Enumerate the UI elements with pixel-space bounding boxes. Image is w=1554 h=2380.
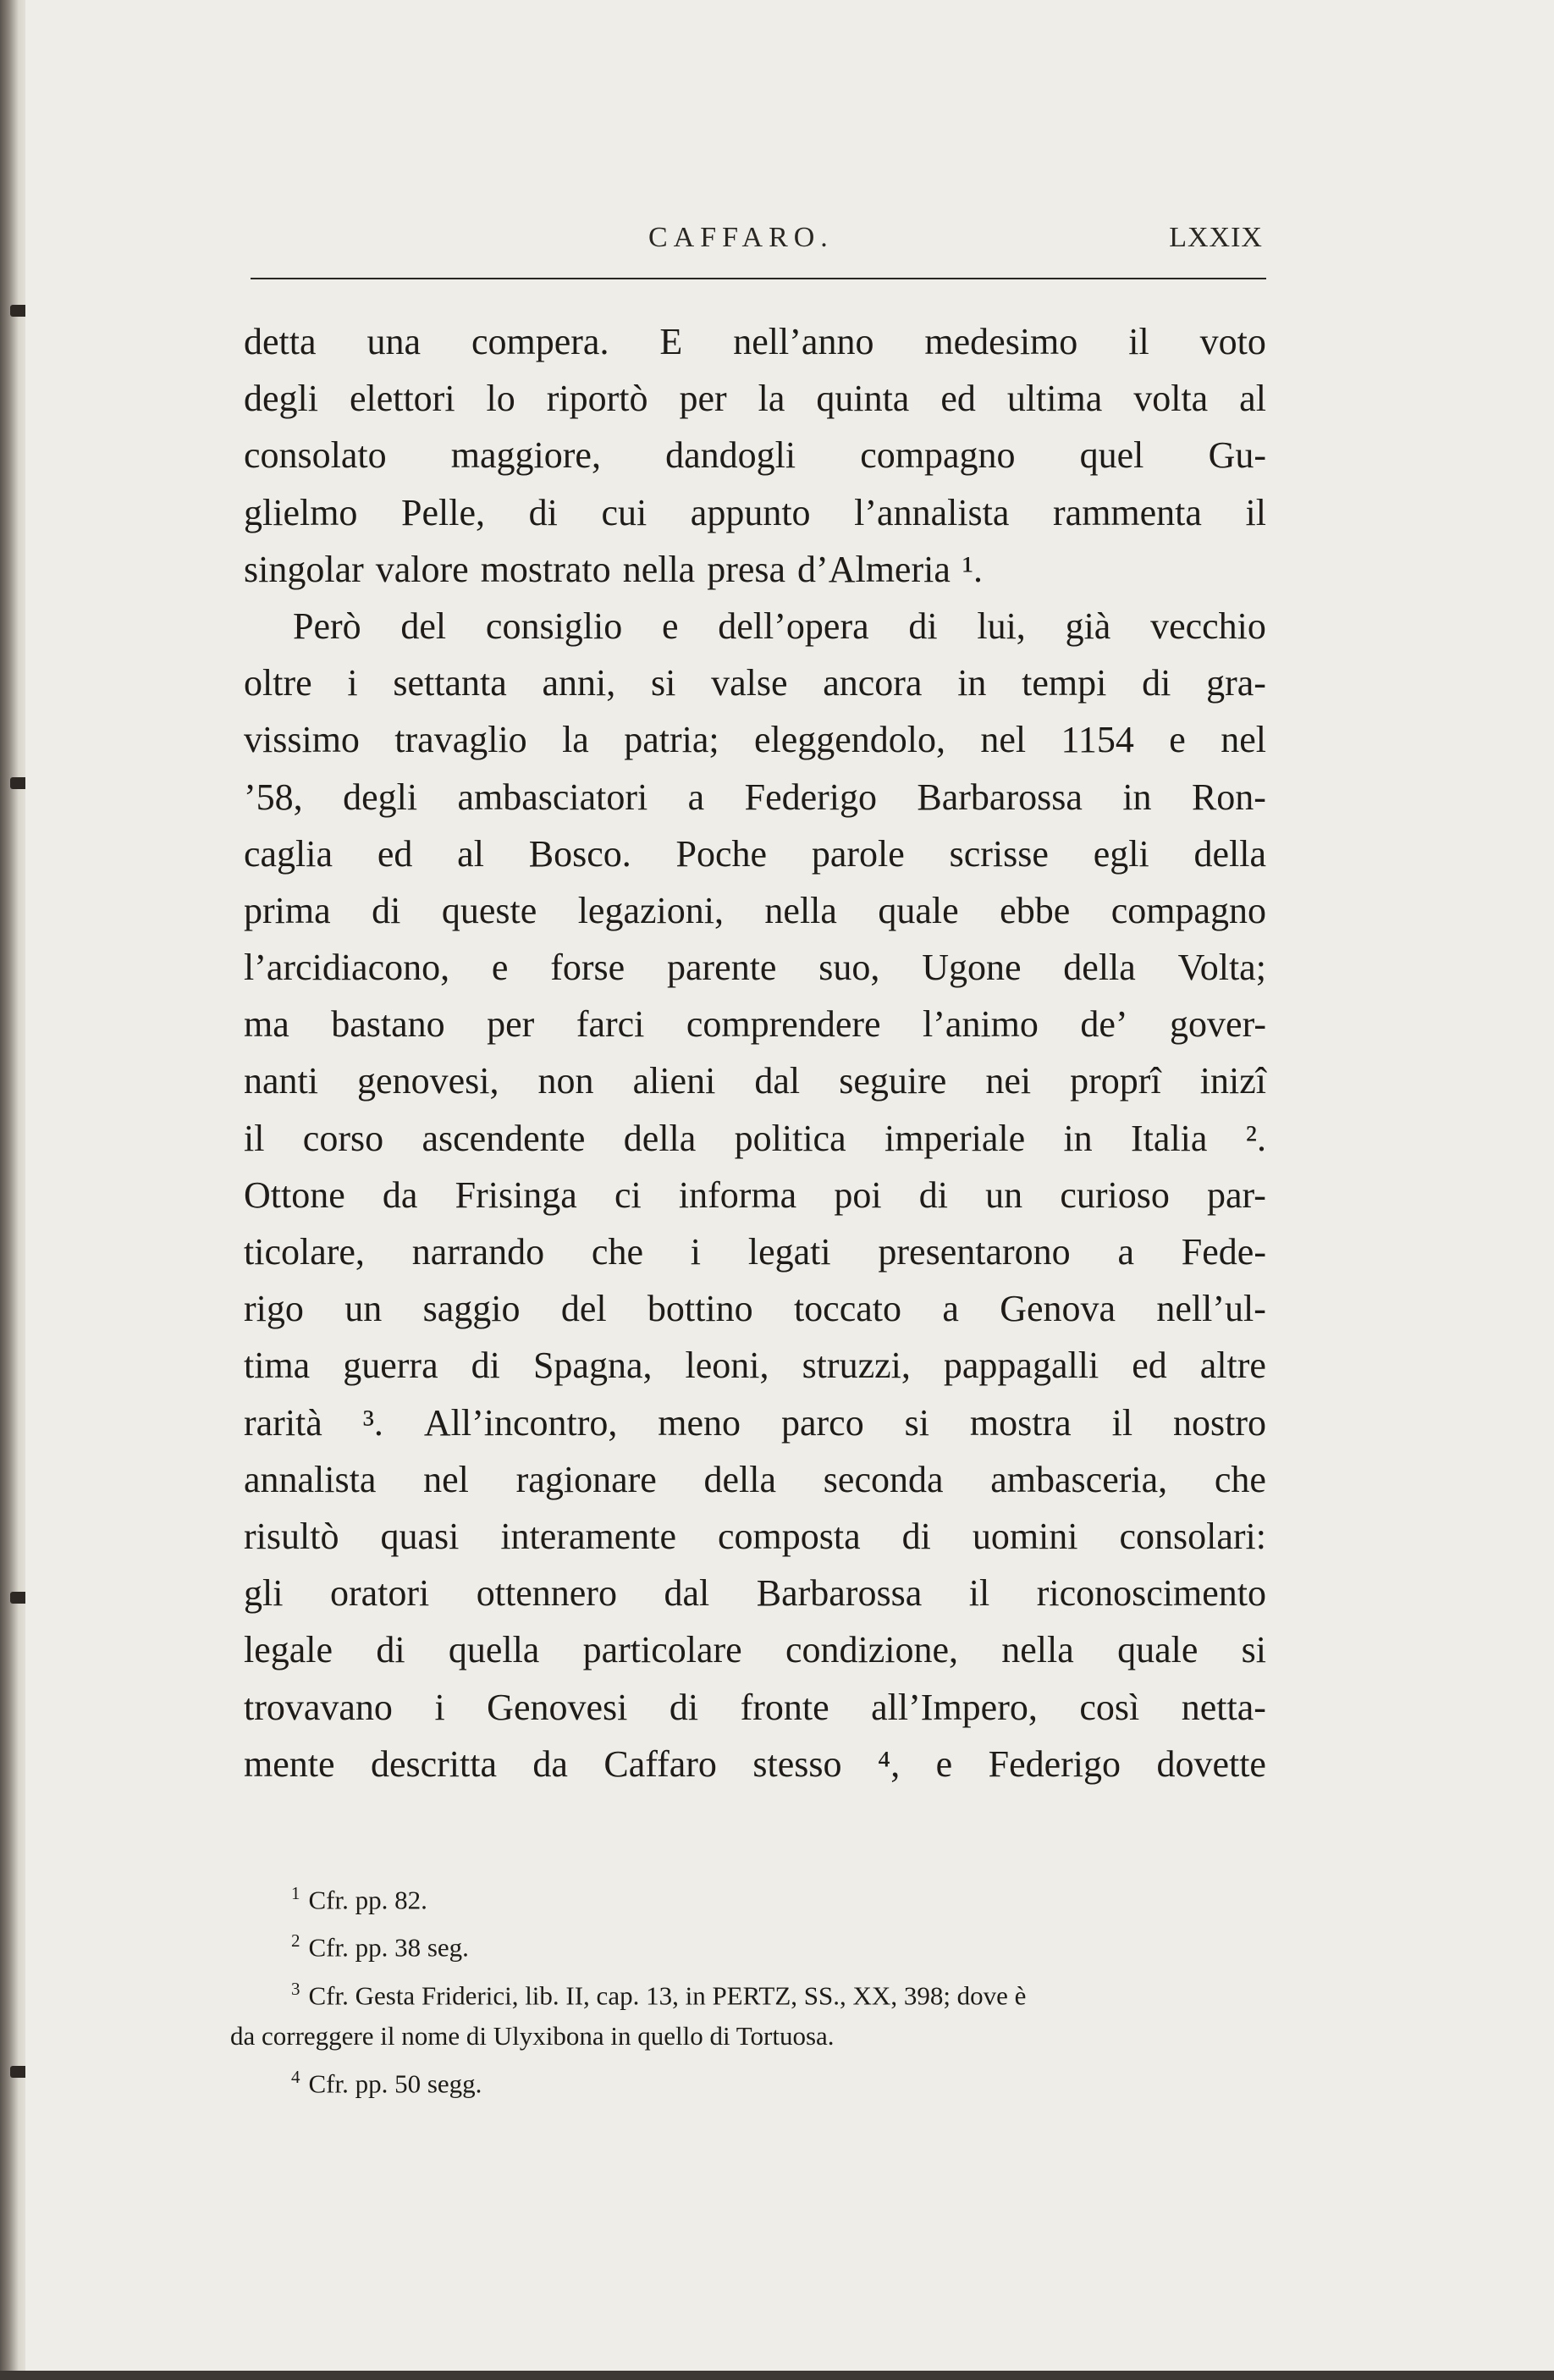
header-rule: [251, 278, 1266, 279]
footnote: [230, 2057, 1266, 2104]
text-line: annalista nel ragionare della seconda ambasceria, che: [244, 1458, 1266, 1500]
footnote-text: Cfr. pp. 38 seg.: [308, 1932, 469, 1963]
text-line: ma bastano per farci comprendere l’animo de’ gover-: [244, 1003, 1266, 1046]
text-line: degli elettori lo riportò per la quinta ed ultima volta al: [244, 378, 1266, 420]
text-line: ticolare, narrando che i legati presentarono a Fede-: [244, 1231, 1266, 1273]
text-line: rigo un saggio del bottino toccato a Genova nell’ul-: [244, 1288, 1266, 1330]
running-title: CAFFARO.: [648, 222, 834, 253]
text-line: legale di quella particolare condizione, nella quale si: [244, 1629, 1266, 1671]
text-line: Ottone da Frisinga ci informa poi di un curioso par-: [244, 1173, 1266, 1216]
text-line: tima guerra di Spagna, leoni, struzzi, pappagalli ed altre: [244, 1345, 1266, 1387]
footnote-text: Cfr. pp. 82.: [308, 1885, 427, 1915]
footnote: [230, 1920, 1266, 1968]
footnote-number: 4: [291, 2066, 300, 2087]
page-number: LXXIX: [1169, 222, 1263, 253]
text-line: detta una compera. E nell’anno medesimo il voto: [244, 321, 1266, 362]
footnote-text: Cfr. pp. 50 segg.: [308, 2068, 482, 2099]
page-bottom-edge: [0, 2371, 1554, 2380]
footnote-text: da correggere il nome di Ulyxibona in quello di Tortuosa.: [230, 2020, 835, 2051]
text-line: gli oratori ottennero dal Barbarossa il riconoscimento: [244, 1572, 1266, 1615]
text-line: vissimo travaglio la patria; eleggendolo, nel 1154 e nel: [244, 719, 1266, 761]
footnote: [230, 1873, 1266, 1920]
text-line: mente descritta da Caffaro stesso ⁴, e Federigo dovette: [244, 1742, 1266, 1785]
text-line: singolar valore mostrato nella presa d’Almeria ¹.: [244, 548, 984, 590]
text-line: Però del consiglio e dell’opera di lui, già vecchio: [293, 605, 1266, 647]
text-line: il corso ascendente della politica imperiale in Italia ².: [244, 1117, 1266, 1159]
text-line: nanti genovesi, non alieni dal seguire nei proprî inizî: [244, 1060, 1266, 1102]
text-line: rarità ³. All’incontro, meno parco si mostra il nostro: [244, 1401, 1266, 1444]
text-line: consolato maggiore, dandogli compagno quel Gu-: [244, 434, 1266, 477]
text-line: risultò quasi interamente composta di uomini consolari:: [244, 1515, 1266, 1557]
footnote-number: 2: [291, 1930, 300, 1952]
text-line: trovavano i Genovesi di fronte all’Impero, così netta-: [244, 1686, 1266, 1728]
text-line: ’58, degli ambasciatori a Federigo Barbarossa in Ron-: [244, 776, 1266, 818]
text-line: l’arcidiacono, e forse parente suo, Ugone della Volta;: [244, 947, 1266, 989]
text-line: prima di queste legazioni, nella quale ebbe compagno: [244, 889, 1266, 931]
footnote-number: 3: [291, 1978, 300, 1999]
footnotes: [230, 1873, 1266, 2104]
footnote: [230, 1969, 1266, 2016]
footnote-continuation: [230, 2016, 1266, 2057]
main-text: [244, 313, 1266, 1792]
text-line: oltre i settanta anni, si valse ancora in tempi di gra-: [244, 662, 1266, 704]
text-line: caglia ed al Bosco. Poche parole scrisse egli della: [244, 832, 1266, 875]
footnote-number: 1: [291, 1883, 300, 1903]
running-head: [251, 217, 1263, 268]
text-line: glielmo Pelle, di cui appunto l’annalista rammenta il: [244, 491, 1266, 533]
footnote-text: Cfr. Gesta Friderici, lib. II, cap. 13, in PERTZ, SS., XX, 398; dove è: [308, 1980, 1027, 2010]
